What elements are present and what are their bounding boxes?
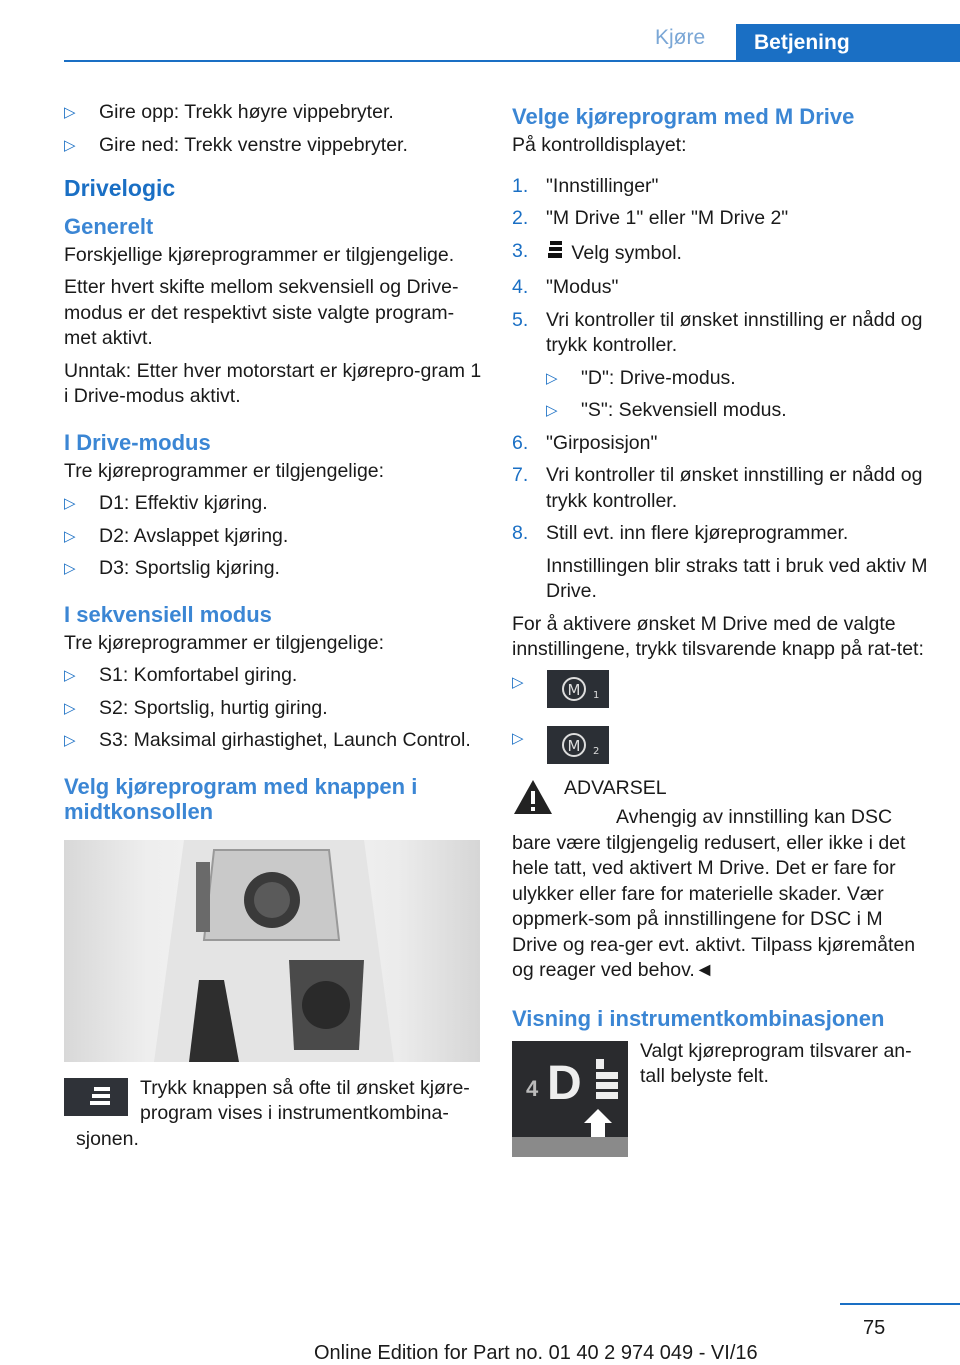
m1-button-icon: [547, 670, 609, 708]
paragraph: Innstillingen blir straks tatt i bruk ved aktiv M Drive.: [546, 554, 928, 602]
section-title-mdrive: Velge kjøreprogram med M Drive: [512, 104, 855, 129]
paragraph: Tre kjøreprogrammer er tilgjengelige:: [64, 459, 385, 482]
visning-block: [512, 1039, 932, 1110]
warning-title: ADVARSEL: [564, 776, 667, 799]
subsection-title-sekvensiell: I sekvensiell modus: [64, 601, 272, 627]
left-column: [64, 100, 484, 1159]
triangle-bullet-icon: ▷: [546, 369, 558, 387]
paragraph: Forskjellige kjøreprogrammer er tilgjengelige.: [64, 243, 455, 266]
subsection-title-knapp: Velg kjøreprogram med knappen i midtkonsollen: [64, 773, 418, 824]
triangle-bullet-icon: ▷: [64, 667, 76, 684]
list-item: [512, 726, 932, 764]
visning-text: Valgt kjøreprogram tilsvarer an-tall belyste felt.: [640, 1039, 912, 1087]
paragraph: Unntak: Etter hver motorstart er kjørepro-gram 1 i Drive-modus aktivt.: [64, 359, 482, 407]
triangle-bullet-icon: ▷: [64, 560, 76, 577]
svg-text:M: M: [567, 680, 581, 699]
svg-text:1: 1: [593, 689, 600, 701]
list-item: 5. Vri kontroller til ønsket innstilling er nådd og trykk kontroller.: [512, 308, 923, 356]
footer-edition: Online Edition for Part no. 01 40 2 974 049 - VI/16: [314, 1342, 758, 1364]
list-item: ▷ D3: Sportslig kjøring.: [64, 556, 484, 582]
svg-text:M: M: [567, 736, 581, 755]
section-title-drivelogic: Drivelogic: [64, 175, 176, 201]
list-item: 6. "Girposisjon": [512, 431, 658, 454]
cluster-gear-label: 4: [526, 1075, 539, 1101]
warning-text: Avhengig av innstilling kan DSC bare være tilgjengelig redusert, eller ikke i det hele tatt, ved aktivert M Drive. Det er fare for ulykker eller fare for materielle skader. Vær oppmerk-som på innstillingene for DSC i M Drive og rea-ger evt. aktivt. Tilpass kjøremåten og reager ved behov.◄: [512, 806, 916, 981]
triangle-bullet-icon: ▷: [64, 104, 76, 121]
triangle-bullet-icon: ▷: [64, 136, 76, 154]
list-item: 2. "M Drive 1" eller "M Drive 2": [512, 207, 789, 229]
list-item: ▷ "D": Drive-modus.: [546, 366, 932, 392]
m2-button-icon: [547, 726, 609, 764]
triangle-bullet-icon: ▷: [546, 402, 558, 419]
list-item: ▷ D2: Avslappet kjøring.: [64, 524, 484, 550]
paragraph: Tre kjøreprogrammer er tilgjengelige:: [64, 631, 385, 654]
tab-betjening[interactable]: Betjening: [736, 24, 960, 62]
section-title-visning: Visning i instrumentkombinasjonen: [512, 1005, 885, 1031]
page-number: 75: [863, 1317, 886, 1339]
caption-text: Trykk knappen så ofte til ønsket kjøre-program vises i instrumentkombina-sjonen.: [76, 1076, 470, 1150]
settings-symbol-icon: [546, 239, 566, 269]
paragraph: For å aktivere ønsket M Drive med de valgte innstillingene, trykk tilsvarende knapp på rat-tet:: [512, 612, 924, 660]
center-console-photo: [64, 840, 480, 1062]
triangle-bullet-icon: ▷: [512, 729, 524, 747]
triangle-bullet-icon: ▷: [64, 732, 76, 749]
subsection-title-generelt: Generelt: [64, 213, 154, 239]
list-item: ▷ "S": Sekvensiell modus.: [546, 398, 932, 424]
warning-icon: [512, 778, 554, 816]
instrument-cluster-image: [512, 1041, 628, 1157]
list-item: 3. Velg symbol.: [512, 239, 932, 269]
triangle-bullet-icon: ▷: [64, 699, 76, 717]
caption-block: [64, 1076, 484, 1153]
cluster-mode-label: D: [547, 1056, 582, 1110]
list-item: [512, 670, 932, 708]
list-item: 1. "Innstillinger": [512, 174, 659, 197]
list-item: 8. Still evt. inn flere kjøreprogrammer.: [512, 522, 849, 544]
list-item: ▷ S2: Sportslig, hurtig giring.: [64, 696, 484, 722]
drive-mode-button-icon: [64, 1078, 128, 1116]
list-item: 7. Vri kontroller til ønsket innstilling er nådd og trykk kontroller.: [512, 464, 923, 512]
footer-rule: [840, 1303, 960, 1305]
paragraph: På kontrolldisplayet:: [512, 134, 687, 156]
list-item: ▷ Gire opp: Trekk høyre vippebryter.: [64, 100, 484, 126]
list-item: ▷ S3: Maksimal girhastighet, Launch Control.: [64, 728, 484, 754]
triangle-bullet-icon: ▷: [512, 673, 524, 691]
triangle-bullet-icon: ▷: [64, 495, 76, 512]
list-item: ▷ S1: Komfortabel giring.: [64, 663, 484, 689]
list-item: 4. "Modus": [512, 276, 619, 298]
warning-block: [512, 776, 932, 984]
tab-kjore[interactable]: Kjøre: [655, 26, 706, 49]
triangle-bullet-icon: ▷: [64, 527, 76, 545]
list-item: ▷ D1: Effektiv kjøring.: [64, 491, 484, 517]
list-item: ▷ Gire ned: Trekk venstre vippebryter.: [64, 133, 484, 159]
paragraph: Etter hvert skifte mellom sekvensiell og Drive-modus er det respektivt siste valgte program-met aktivt.: [64, 276, 459, 349]
svg-text:2: 2: [593, 745, 600, 757]
subsection-title-drive: I Drive-modus: [64, 429, 211, 455]
right-column: [512, 100, 932, 1157]
